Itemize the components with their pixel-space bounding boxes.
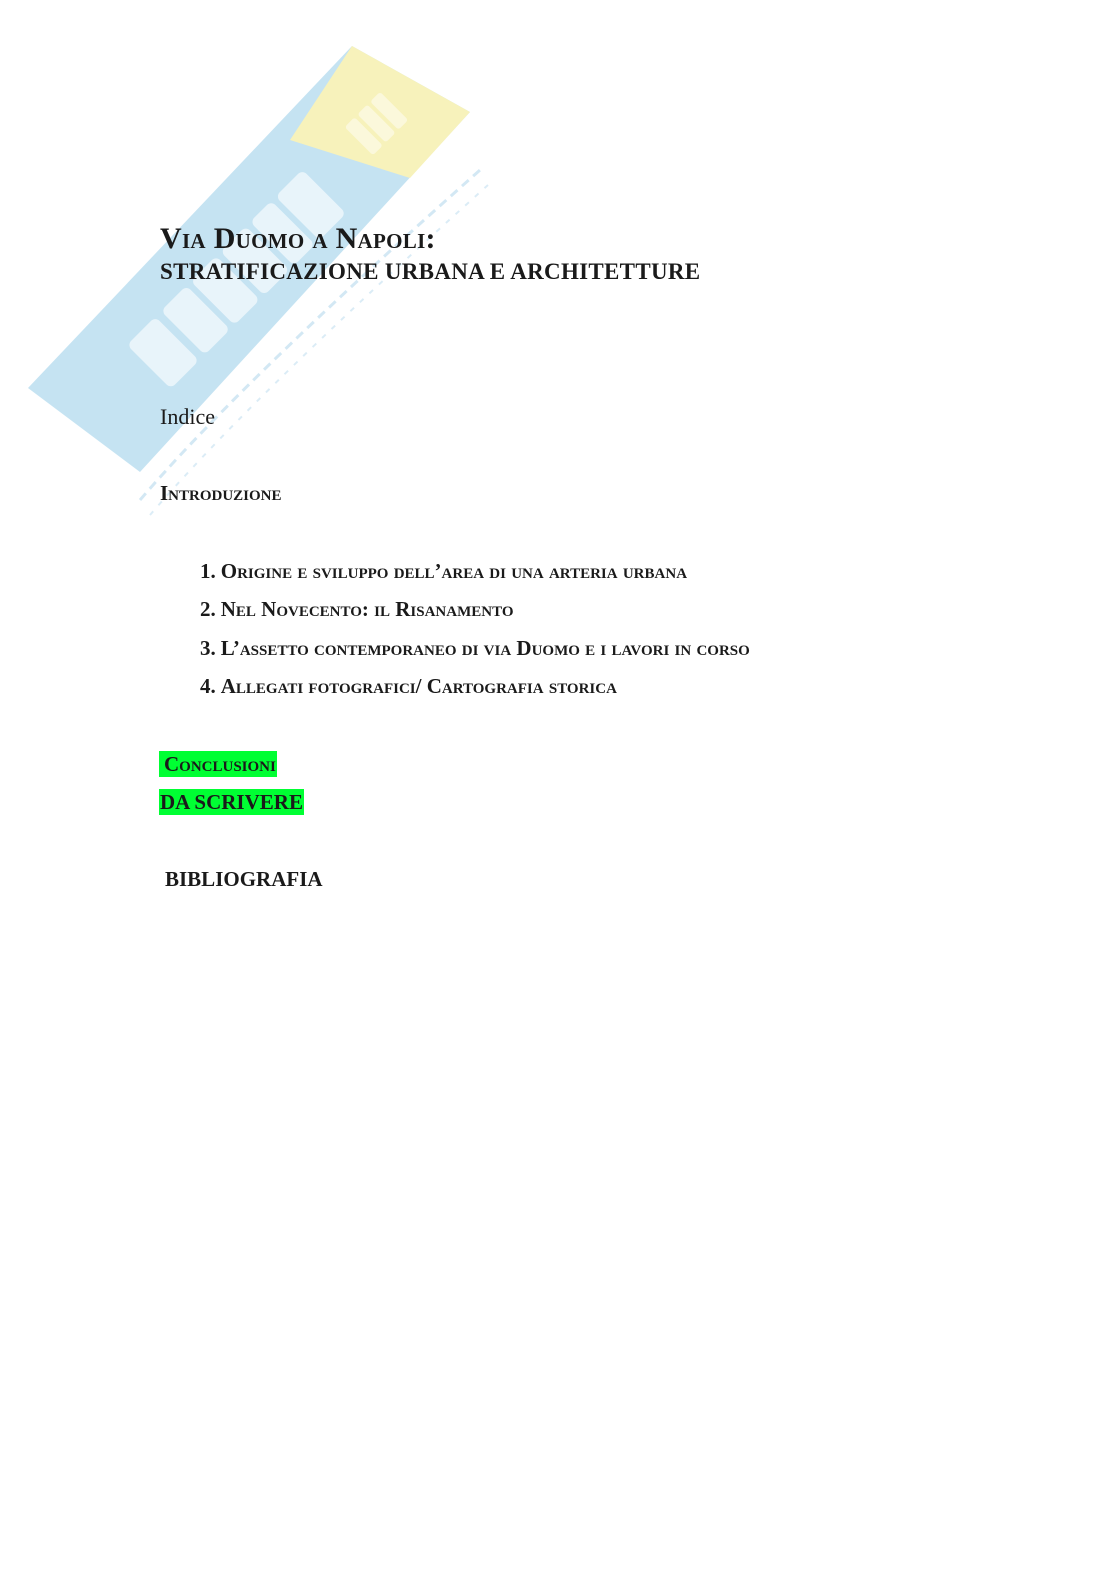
toc-conclusions: Conclusioni: [159, 751, 277, 777]
document-title: Via Duomo a Napoli:: [160, 222, 436, 255]
conclusions-todo-note: DA SCRIVERE: [160, 790, 303, 814]
toc-item: [200, 674, 617, 699]
toc-item: [200, 559, 687, 584]
document-subtitle: STRATIFICAZIONE URBANA E ARCHITETTURE: [160, 259, 701, 284]
toc-item-number: 4.: [200, 674, 216, 698]
toc-item-label: L’assetto contemporaneo di via Duomo e i lavori in corso: [220, 636, 750, 660]
toc-item-label: Origine e sviluppo dell’area di una arteria urbana: [220, 559, 688, 583]
toc-item-number: 1.: [200, 559, 216, 583]
toc-item-number: 2.: [200, 597, 216, 621]
toc-item-label: Nel Novecento: il Risanamento: [220, 597, 514, 621]
toc-bibliography: BIBLIOGRAFIA: [165, 867, 323, 891]
toc-item: [200, 636, 750, 661]
toc-item: [200, 597, 514, 622]
index-label: Indice: [160, 404, 215, 429]
toc-item-number: 3.: [200, 636, 216, 660]
toc-introduction: Introduzione: [160, 481, 282, 505]
toc-item-label: Allegati fotografici/ Cartografia storica: [220, 674, 617, 698]
